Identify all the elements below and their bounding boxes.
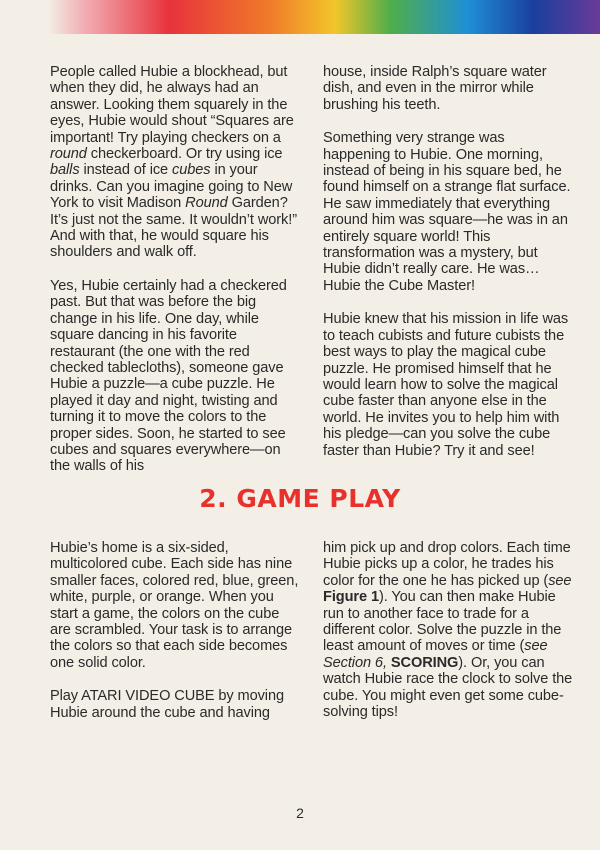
text-run: ). Or, you can watch Hubie race the clock to solve the cube. You might even get some cube-solving tips! xyxy=(323,654,573,721)
rainbow-header-bar xyxy=(48,0,600,34)
italic-text: round xyxy=(50,146,87,163)
intro-left-column xyxy=(50,64,300,492)
paragraph xyxy=(323,130,573,294)
text-run: Garden? It’s just not the same. It wouldn’t work!” And with that, he would square his shoulders and walk off. xyxy=(50,195,297,261)
text-run: checkerboard. Or try using ice xyxy=(86,146,283,163)
text-run: Hubie’s home is a six-sided, multicolored cube. Each side has nine smaller faces, colored red, blue, green, white, purple, or orange. When you start a game, the colors on the cube are scrambled. Your task is to arrange the colors so that each side becomes one solid color. xyxy=(50,540,299,671)
italic-text: cubes xyxy=(172,162,211,179)
game-play-right-column xyxy=(323,540,573,737)
text-run: Play ATARI VIDEO CUBE by moving Hubie around the cube and having xyxy=(50,688,284,721)
bold-text: Figure 1 xyxy=(323,589,379,606)
italic-text: see xyxy=(548,572,572,589)
bold-text: SCORING xyxy=(390,654,459,671)
paragraph xyxy=(323,64,573,113)
paragraph xyxy=(50,540,300,671)
text-run: house, inside Ralph’s square water dish, and even in the mirror while brushing his teeth. xyxy=(323,64,547,113)
paragraph xyxy=(50,64,300,261)
section-heading: 2. GAME PLAY xyxy=(199,484,401,513)
paragraph xyxy=(323,311,573,459)
paragraph xyxy=(50,278,300,475)
intro-right-column xyxy=(323,64,573,476)
paragraph xyxy=(50,688,300,721)
page-number: 2 xyxy=(296,805,304,821)
text-run: Yes, Hubie certainly had a checkered past. But that was before the big change in his life. One day, while square dancing in his favorite restaurant (the one with the red checked tablecloths), someone gave Hubie a puzzle—a cube puzzle. He played it day and night, twisting and turning it to move the colors to the proper sides. Soon, he started to see cubes and squares everywhere—on the walls of his xyxy=(50,277,287,475)
game-play-left-column xyxy=(50,540,300,738)
text-run: Hubie knew that his mission in life was to teach cubists and future cubists the best ways to play the magical cube puzzle. He promised himself that he would learn how to solve the magical cube faster than anyone else in the world. He invites you to help him with his pledge—can you solve the cube faster than Hubie? Try it and see! xyxy=(323,311,569,459)
text-run: ). You can then make Hubie run to another face to trade for a different color. Solve the puzzle in the least amount of moves or time ( xyxy=(323,589,562,655)
text-run: People called Hubie a blockhead, but when they did, he always had an answer. Looking them squarely in the eyes, Hubie would shout “Squares are important! Try playing checkers on a xyxy=(50,64,294,146)
italic-text: Round xyxy=(185,195,228,212)
text-run: Something very strange was happening to Hubie. One morning, instead of being in his square bed, he found himself on a strange flat surface. He saw immediately that everything around him was square—he was in an entirely square world! This transformation was a mystery, but Hubie didn’t really care. He was…Hubie the Cube Master! xyxy=(323,130,571,294)
text-run: in your drinks. Can you imagine going to New York to visit Madison xyxy=(50,162,293,212)
italic-text: see Section 6, xyxy=(323,638,548,671)
text-run: instead of ice xyxy=(79,162,173,179)
paragraph xyxy=(323,540,573,720)
text-run: him pick up and drop colors. Each time Hubie picks up a color, he trades his color for the one he has picked up ( xyxy=(323,540,571,589)
italic-text: balls xyxy=(50,162,80,179)
